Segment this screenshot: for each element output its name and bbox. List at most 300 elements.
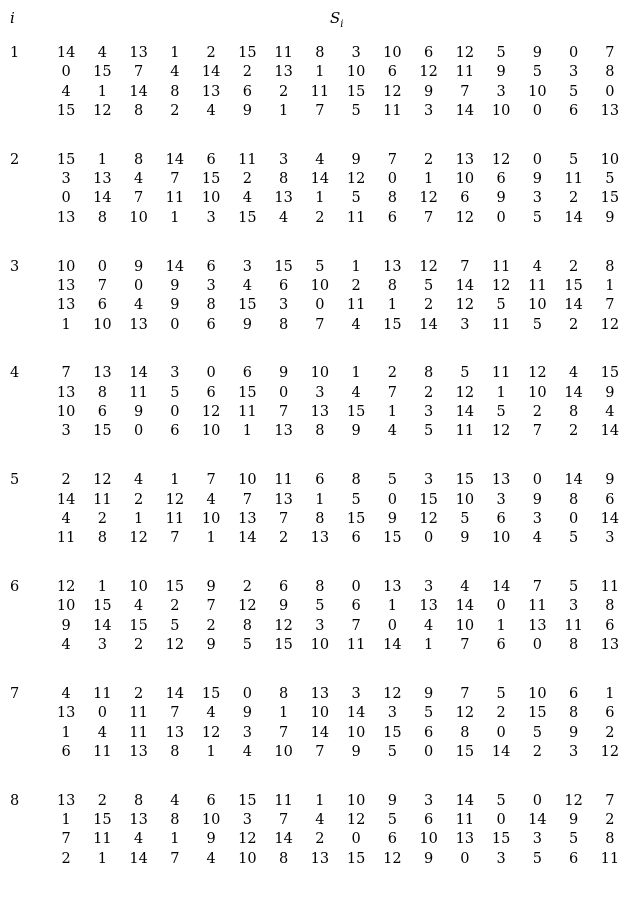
sbox-cell: 15: [274, 258, 293, 275]
sbox-cell: 0: [170, 316, 180, 333]
sbox-cell: 9: [605, 384, 615, 401]
sbox-cell: 2: [279, 530, 289, 547]
sbox-cell: 0: [496, 724, 506, 741]
sbox-cell: 14: [564, 472, 583, 489]
sbox-cell: 0: [532, 472, 542, 489]
sbox-cell: 0: [387, 171, 397, 188]
sbox-cell: 8: [134, 792, 144, 809]
sbox-cell: 9: [206, 831, 216, 848]
sbox-cell: 6: [206, 792, 216, 809]
sbox-cell: 2: [605, 812, 615, 829]
sbox-cell: 2: [424, 384, 434, 401]
sbox-cell: 11: [274, 45, 293, 61]
sbox-cell: 1: [496, 384, 506, 401]
sbox-cell: 15: [346, 404, 366, 421]
sbox-cell: 9: [134, 404, 144, 421]
sbox-row: [48, 724, 628, 742]
sbox-cell: 4: [242, 277, 252, 294]
sbox-cell: 6: [206, 258, 216, 275]
sbox-cell: 11: [491, 316, 511, 333]
sbox-cell: 3: [351, 685, 361, 702]
sbox-cell: 6: [569, 102, 579, 119]
sbox-cell: 3: [279, 297, 289, 314]
sbox-index-label: 6: [10, 579, 20, 596]
sbox-cell: 1: [315, 190, 325, 207]
sbox-cell: 5: [496, 792, 506, 809]
sbox-cell: 12: [346, 812, 366, 829]
sbox-cell: 1: [315, 64, 325, 81]
sbox-cell: 0: [424, 530, 434, 547]
sbox-cell: 10: [56, 598, 76, 615]
sbox-cell: 2: [424, 297, 434, 314]
sbox-cell: 3: [170, 365, 180, 382]
sbox-cell: 0: [496, 209, 506, 226]
sbox-cell: 4: [97, 45, 107, 61]
sbox-cell: 12: [419, 258, 438, 275]
sbox-cell: 0: [532, 151, 542, 168]
sbox-cell: 9: [242, 705, 252, 722]
sbox-cell: 14: [455, 598, 475, 615]
sbox-cell: 9: [242, 102, 252, 119]
sbox-row: [48, 170, 628, 188]
sbox-cell: 2: [279, 83, 289, 100]
sbox-cell: 0: [387, 617, 397, 634]
sbox-cell: 0: [134, 423, 144, 440]
sbox-cell: 8: [569, 705, 579, 722]
sbox-cell: 1: [496, 617, 506, 634]
sbox-cell: 14: [129, 850, 148, 867]
sbox-cell: 11: [600, 579, 620, 596]
sbox-cell: 10: [310, 705, 330, 722]
sbox-cell: 3: [424, 792, 434, 809]
sbox-cell: 10: [528, 83, 547, 100]
sbox-cell: 11: [600, 850, 620, 867]
sbox-cell: 0: [315, 297, 325, 314]
sbox-cell: 5: [569, 530, 579, 547]
sbox-cell: 4: [351, 316, 361, 333]
sbox-cell: 4: [242, 190, 252, 207]
sbox-cell: 9: [206, 579, 216, 596]
sbox-cell: 4: [170, 64, 180, 81]
sbox-cell: 13: [56, 209, 76, 226]
sbox-cell: 4: [532, 258, 542, 275]
sbox-cell: 9: [170, 277, 180, 294]
sbox-cell: 10: [491, 530, 511, 547]
sbox-cell: 2: [315, 831, 325, 848]
sbox-cell: 1: [387, 598, 397, 615]
sbox-cell: 4: [460, 579, 470, 596]
sbox-cell: 10: [56, 258, 76, 275]
sbox-cell: 9: [351, 151, 361, 168]
sbox-cell: 4: [61, 685, 71, 702]
sbox-row: [48, 403, 628, 421]
sbox-row: [48, 636, 628, 654]
sbox-cell: 2: [424, 151, 434, 168]
sbox-cell: 6: [242, 83, 252, 100]
sbox-row: [48, 63, 628, 81]
sbox-cell: 3: [242, 724, 252, 741]
sbox-cell: 13: [383, 579, 402, 596]
sbox-cell: 1: [61, 812, 71, 829]
sbox-cell: 8: [605, 64, 615, 81]
sbox-cell: 5: [496, 404, 506, 421]
sbox-cell: 13: [56, 277, 76, 294]
sbox-cell: 7: [279, 510, 289, 527]
sbox-cell: 14: [564, 384, 583, 401]
sbox-cell: 14: [93, 617, 112, 634]
sbox-cell: 9: [206, 637, 216, 654]
sbox-cell: 5: [242, 637, 252, 654]
sbox-cell: 11: [455, 423, 475, 440]
sbox-cell: 7: [315, 102, 325, 119]
sbox-cell: 3: [460, 316, 470, 333]
sbox-cell: 0: [97, 705, 107, 722]
sbox-cell: 0: [206, 365, 216, 382]
sbox-cell: 7: [97, 277, 107, 294]
sbox-cell: 14: [455, 102, 475, 119]
sbox-cell: 4: [134, 297, 144, 314]
sbox-cell: 7: [206, 472, 216, 489]
sbox-cell: 8: [605, 831, 615, 848]
header-sbox-subscript: i: [340, 19, 344, 30]
sbox-cell: 12: [455, 209, 475, 226]
sbox-cell: 12: [238, 598, 257, 615]
sbox-cell: 14: [56, 491, 76, 508]
sbox-cell: 7: [460, 258, 470, 275]
sbox-cell: 14: [201, 64, 221, 81]
sbox-cell: 1: [134, 510, 144, 527]
sbox-cell: 15: [93, 423, 112, 440]
sbox-cell: 8: [605, 258, 615, 275]
sbox-cell: 8: [279, 850, 289, 867]
sbox-cell: 4: [315, 812, 325, 829]
sbox-cell: 10: [528, 297, 547, 314]
sbox-cell: 1: [279, 705, 289, 722]
sbox-cell: 4: [242, 743, 252, 760]
sbox-cell: 11: [56, 530, 76, 547]
sbox-cell: 13: [310, 530, 330, 547]
sbox-cell: 6: [460, 190, 470, 207]
sbox-cell: 0: [424, 743, 434, 760]
sbox-cell: 13: [310, 685, 330, 702]
sbox-cell: 9: [569, 812, 579, 829]
sbox-cell: 13: [165, 724, 185, 741]
sbox-cell: 8: [279, 685, 289, 702]
sbox-cell: 7: [134, 64, 144, 81]
sbox-cell: 15: [383, 316, 402, 333]
sbox-cell: 12: [383, 685, 402, 702]
sbox-cell: 7: [532, 579, 542, 596]
sbox-cell: 15: [419, 491, 438, 508]
sbox-cell: 5: [424, 423, 434, 440]
sbox-cell: 10: [491, 102, 511, 119]
sbox-cell: 15: [238, 45, 257, 61]
sbox-cell: 10: [346, 792, 366, 809]
sbox-cell: 8: [279, 316, 289, 333]
sbox-cell: 11: [346, 637, 366, 654]
sbox-cell: 8: [315, 510, 325, 527]
sbox-cell: 13: [93, 365, 112, 382]
sbox-cell: 13: [528, 617, 547, 634]
sbox-cell: 6: [424, 812, 434, 829]
sbox-cell: 12: [491, 151, 511, 168]
sbox-cell: 12: [600, 743, 620, 760]
sbox-cell: 10: [238, 472, 257, 489]
sbox-cell: 7: [170, 530, 180, 547]
sbox-cell: 0: [97, 258, 107, 275]
sbox-cell: 9: [61, 617, 71, 634]
sbox-cell: 5: [605, 171, 615, 188]
sbox-cell: 11: [455, 812, 475, 829]
sbox-cell: 8: [315, 423, 325, 440]
sbox-cell: 6: [242, 365, 252, 382]
sbox-cell: 3: [532, 831, 542, 848]
sbox-cell: 14: [310, 171, 330, 188]
sbox-cell: 4: [206, 102, 216, 119]
sbox-cell: 1: [605, 685, 615, 702]
sbox-cell: 6: [424, 45, 434, 61]
sbox-cell: 3: [351, 45, 361, 61]
sbox-cell: 0: [532, 102, 542, 119]
sbox-cell: 15: [238, 384, 257, 401]
sbox-cell: 10: [455, 491, 475, 508]
sbox-cell: 5: [351, 491, 361, 508]
sbox-row: [48, 597, 628, 615]
sbox-cell: 8: [206, 297, 216, 314]
sbox-cell: 1: [97, 83, 107, 100]
sbox-cell: 5: [170, 384, 180, 401]
sbox-cell: 15: [564, 277, 583, 294]
sbox-cell: 14: [455, 277, 475, 294]
sbox-row: [48, 743, 628, 761]
sbox-cell: 3: [569, 743, 579, 760]
sbox-cell: 4: [134, 598, 144, 615]
sbox-cell: 10: [201, 423, 221, 440]
sbox-cell: 13: [129, 743, 148, 760]
sbox-cell: 6: [206, 384, 216, 401]
sbox-cell: 11: [93, 743, 112, 760]
sbox-cell: 8: [97, 384, 107, 401]
sbox-cell: 14: [383, 637, 402, 654]
sbox-cell: 8: [134, 102, 144, 119]
sbox-cell: 13: [310, 850, 330, 867]
sbox-cell: 1: [315, 792, 325, 809]
sbox-cell: 9: [605, 472, 615, 489]
sbox-cell: 7: [61, 365, 71, 382]
sbox-cell: 11: [346, 297, 366, 314]
sbox-cell: 6: [97, 404, 107, 421]
sbox-row: [48, 578, 628, 596]
sbox-cell: 12: [274, 617, 293, 634]
sbox-cell: 12: [346, 171, 366, 188]
sbox-cell: 8: [387, 277, 397, 294]
sbox-cell: 13: [274, 491, 293, 508]
sbox-cell: 3: [206, 277, 216, 294]
sbox-cell: 13: [56, 792, 76, 809]
sbox-cell: 8: [569, 491, 579, 508]
sbox-cell: 13: [274, 423, 293, 440]
sbox-cell: 11: [564, 617, 583, 634]
sbox-cell: 15: [600, 365, 620, 382]
sbox-index-label: 3: [10, 258, 20, 275]
sbox-cell: 5: [569, 831, 579, 848]
sbox-cell: 6: [605, 705, 615, 722]
header-sbox-symbol: [330, 9, 343, 30]
sbox-cell: 12: [383, 83, 402, 100]
sbox-cell: 12: [419, 190, 438, 207]
sbox-cell: 4: [134, 831, 144, 848]
sbox-cell: 3: [424, 579, 434, 596]
sbox-cell: 10: [201, 510, 221, 527]
sbox-cell: 13: [600, 637, 620, 654]
sbox-cell: 11: [274, 472, 293, 489]
sbox-cell: 3: [496, 83, 506, 100]
sbox-cell: 12: [491, 277, 511, 294]
sbox-cell: 4: [134, 171, 144, 188]
sbox-cell: 7: [532, 423, 542, 440]
sbox-cell: 15: [238, 792, 257, 809]
sbox-cell: 9: [351, 743, 361, 760]
sbox-cell: 0: [496, 812, 506, 829]
sbox-cell: 7: [315, 316, 325, 333]
sbox-cell: 3: [279, 151, 289, 168]
sbox-cell: 3: [242, 812, 252, 829]
sbox-cell: 7: [134, 190, 144, 207]
sbox-cell: 0: [242, 685, 252, 702]
sbox-index-label: 5: [10, 472, 20, 489]
sbox-cell: 10: [201, 812, 221, 829]
sbox-cell: 0: [532, 637, 542, 654]
sbox-cell: 2: [206, 45, 216, 61]
sbox-cell: 2: [61, 472, 71, 489]
sbox-cell: 10: [528, 685, 547, 702]
sbox-cell: 13: [238, 510, 257, 527]
sbox-cell: 9: [351, 423, 361, 440]
sbox-cell: 9: [279, 365, 289, 382]
sbox-cell: 7: [279, 404, 289, 421]
sbox-cell: 0: [460, 850, 470, 867]
sbox-cell: 1: [351, 258, 361, 275]
sbox-cell: 15: [455, 743, 475, 760]
header-index-symbol: i: [10, 9, 15, 27]
sbox-cell: 1: [279, 102, 289, 119]
sbox-cell: 3: [496, 850, 506, 867]
sbox-cell: 0: [61, 190, 71, 207]
sbox-cell: 6: [387, 64, 397, 81]
sbox-cell: 11: [129, 384, 148, 401]
sbox-cell: 8: [569, 637, 579, 654]
sbox-cell: 14: [528, 812, 547, 829]
sbox-cell: 8: [387, 190, 397, 207]
sbox-cell: 7: [170, 850, 180, 867]
sbox-cell: 2: [387, 365, 397, 382]
sbox-cell: 3: [206, 209, 216, 226]
sbox-cell: 15: [93, 598, 112, 615]
sbox-cell: 1: [170, 831, 180, 848]
sbox-cell: 10: [600, 151, 620, 168]
sbox-cell: 2: [569, 258, 579, 275]
sbox-cell: 14: [491, 579, 511, 596]
sbox-row: [48, 277, 628, 295]
sbox-cell: 15: [491, 831, 511, 848]
sbox-cell: 15: [238, 297, 257, 314]
sbox-cell: 13: [56, 705, 76, 722]
sbox-cell: 3: [569, 64, 579, 81]
sbox-cell: 1: [206, 743, 216, 760]
sbox-cell: 12: [419, 64, 438, 81]
sbox-row: [48, 83, 628, 101]
sbox-cell: 11: [564, 171, 583, 188]
sbox-cell: 4: [605, 404, 615, 421]
sbox-cell: 7: [424, 209, 434, 226]
sbox-cell: 5: [569, 151, 579, 168]
sbox-row: [48, 364, 628, 382]
sbox-cell: 8: [170, 812, 180, 829]
sbox-cell: 0: [387, 491, 397, 508]
sbox-cell: 12: [93, 102, 112, 119]
sbox-cell: 3: [315, 384, 325, 401]
sbox-index-label: 8: [10, 792, 20, 809]
sbox-cell: 2: [61, 850, 71, 867]
sbox-cell: 1: [61, 724, 71, 741]
sbox-cell: 2: [532, 743, 542, 760]
sbox-cell: 15: [346, 510, 366, 527]
sbox-cell: 10: [528, 384, 547, 401]
sbox-cell: 2: [569, 316, 579, 333]
sbox-cell: 12: [56, 579, 76, 596]
sbox-cell: 11: [238, 151, 257, 168]
sbox-row: [48, 296, 628, 314]
sbox-cell: 2: [170, 102, 180, 119]
sbox-cell: 11: [93, 831, 112, 848]
sbox-cell: 7: [605, 792, 615, 809]
sbox-cell: 11: [528, 277, 547, 294]
sbox-row: [48, 471, 628, 489]
sbox-cell: 14: [129, 83, 148, 100]
sbox-cell: 8: [569, 404, 579, 421]
sbox-cell: 2: [532, 404, 542, 421]
sbox-cell: 7: [460, 637, 470, 654]
sbox-cell: 13: [201, 83, 221, 100]
sbox-cell: 0: [351, 579, 361, 596]
sbox-row: [48, 529, 628, 547]
sbox-cell: 9: [134, 258, 144, 275]
sbox-cell: 6: [496, 171, 506, 188]
sbox-cell: 2: [569, 190, 579, 207]
sbox-cell: 10: [274, 743, 293, 760]
sbox-cell: 13: [455, 831, 475, 848]
sbox-cell: 11: [383, 102, 402, 119]
sbox-cell: 10: [383, 45, 402, 61]
sbox-cell: 9: [532, 171, 542, 188]
sbox-cell: 14: [56, 45, 76, 61]
sbox-cell: 5: [460, 365, 470, 382]
sbox-cell: 2: [134, 491, 144, 508]
sbox-cell: 3: [569, 598, 579, 615]
sbox-cell: 3: [605, 530, 615, 547]
sbox-cell: 0: [496, 598, 506, 615]
sbox-cell: 3: [424, 404, 434, 421]
sbox-cell: 14: [455, 404, 475, 421]
sbox-cell: 3: [315, 617, 325, 634]
sbox-cell: 4: [424, 617, 434, 634]
sbox-cell: 10: [346, 724, 366, 741]
sbox-cell: 0: [170, 404, 180, 421]
sbox-cell: 9: [496, 190, 506, 207]
sbox-cell: 5: [424, 705, 434, 722]
sbox-cell: 12: [165, 637, 185, 654]
sbox-cell: 1: [351, 365, 361, 382]
